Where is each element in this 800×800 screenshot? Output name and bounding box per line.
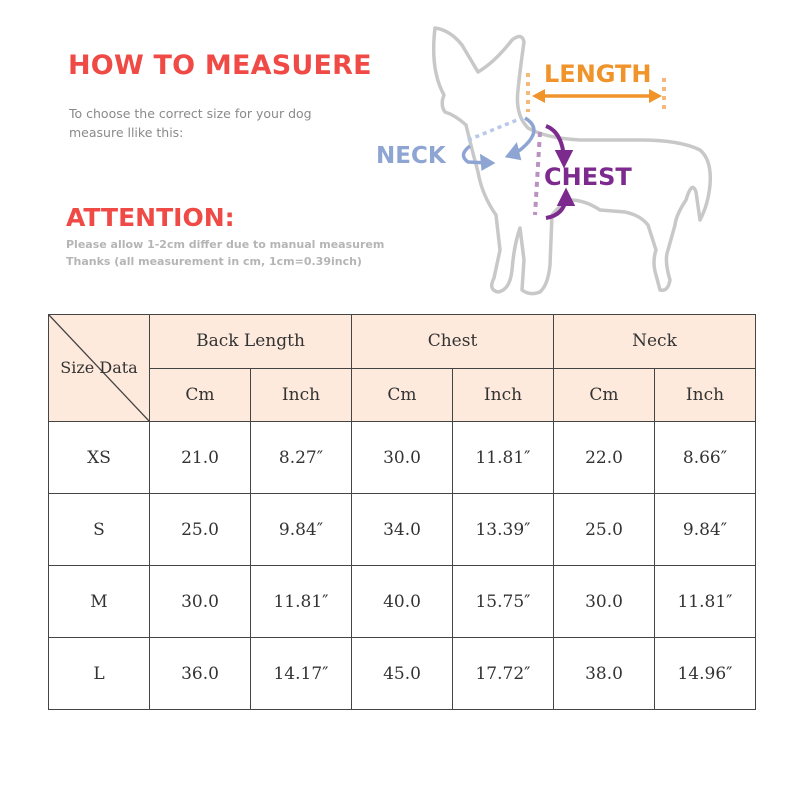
instructions-line-2: measure llike this: xyxy=(69,125,184,140)
unit-header-inch: Inch xyxy=(655,368,756,422)
value-cell: 25.0 xyxy=(150,494,251,566)
value-cell: 8.66″ xyxy=(655,422,756,494)
table-row xyxy=(49,566,756,638)
size-chart-table xyxy=(48,314,756,710)
value-cell: 45.0 xyxy=(352,638,453,710)
value-cell: 13.39″ xyxy=(453,494,554,566)
value-cell: 22.0 xyxy=(554,422,655,494)
value-cell: 11.81″ xyxy=(251,566,352,638)
value-cell: 15.75″ xyxy=(453,566,554,638)
value-cell: 21.0 xyxy=(150,422,251,494)
unit-header-cm: Cm xyxy=(150,368,251,422)
value-cell: 30.0 xyxy=(352,422,453,494)
size-cell: M xyxy=(49,566,150,638)
table-row xyxy=(49,422,756,494)
value-cell: 9.84″ xyxy=(655,494,756,566)
group-header-neck: Neck xyxy=(554,315,756,369)
attention-line-2: Thanks (all measurement in cm, 1cm=0.39inch) xyxy=(66,255,362,268)
value-cell: 14.17″ xyxy=(251,638,352,710)
unit-header-inch: Inch xyxy=(251,368,352,422)
instructions-text xyxy=(69,104,369,142)
table-row xyxy=(49,638,756,710)
unit-header-inch: Inch xyxy=(453,368,554,422)
value-cell: 8.27″ xyxy=(251,422,352,494)
table-header-row-units xyxy=(49,368,756,422)
value-cell: 17.72″ xyxy=(453,638,554,710)
attention-title: ATTENTION: xyxy=(66,203,235,232)
table-header-row-groups xyxy=(49,315,756,369)
value-cell: 30.0 xyxy=(150,566,251,638)
chest-label: CHEST xyxy=(544,163,632,191)
value-cell: 30.0 xyxy=(554,566,655,638)
value-cell: 25.0 xyxy=(554,494,655,566)
size-data-label: Size Data xyxy=(60,358,138,377)
size-cell: S xyxy=(49,494,150,566)
size-cell: L xyxy=(49,638,150,710)
table-row xyxy=(49,494,756,566)
instructions-line-1: To choose the correct size for your dog xyxy=(69,106,312,121)
attention-line-1: Please allow 1-2cm differ due to manual measurem xyxy=(66,238,385,251)
size-data-corner-cell xyxy=(49,315,150,422)
value-cell: 38.0 xyxy=(554,638,655,710)
neck-label: NECK xyxy=(376,143,446,169)
value-cell: 14.96″ xyxy=(655,638,756,710)
value-cell: 9.84″ xyxy=(251,494,352,566)
value-cell: 34.0 xyxy=(352,494,453,566)
how-to-measure-title: HOW TO MEASUERE xyxy=(68,50,372,81)
value-cell: 36.0 xyxy=(150,638,251,710)
attention-note xyxy=(66,236,396,270)
unit-header-cm: Cm xyxy=(554,368,655,422)
size-cell: XS xyxy=(49,422,150,494)
group-header-chest: Chest xyxy=(352,315,554,369)
group-header-back-length: Back Length xyxy=(150,315,352,369)
length-label: LENGTH xyxy=(544,60,652,88)
value-cell: 11.81″ xyxy=(453,422,554,494)
unit-header-cm: Cm xyxy=(352,368,453,422)
value-cell: 11.81″ xyxy=(655,566,756,638)
value-cell: 40.0 xyxy=(352,566,453,638)
